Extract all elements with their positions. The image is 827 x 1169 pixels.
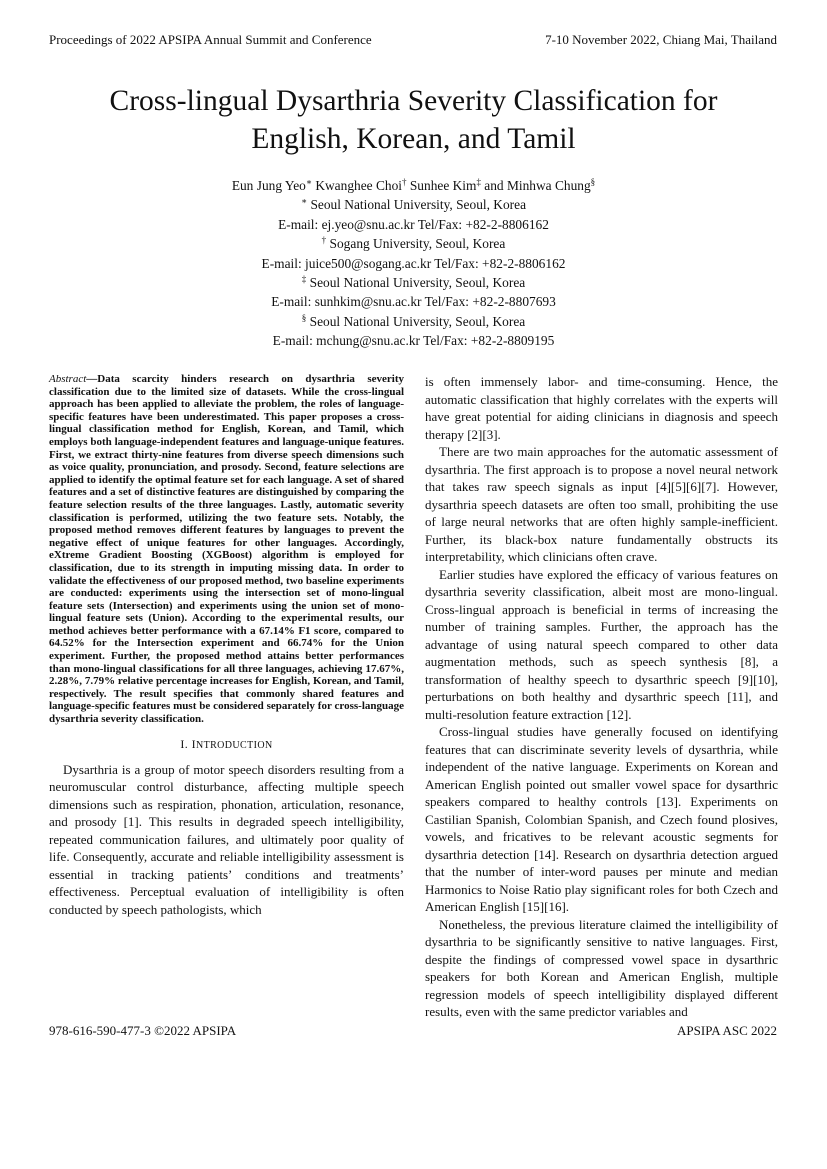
title-line-1: Cross-lingual Dysarthria Severity Classification for bbox=[109, 85, 718, 117]
title-line-2: English, Korean, and Tamil bbox=[251, 123, 576, 155]
abstract-text: —Data scarcity hinders research on dysarthria severity classification due to the limited size of datasets. While the cross-lingual approach has been applied to alleviate the problem, the roles of language-specific features have been underestimated. This paper proposes a cross-lingual classification method for English, Korean, and Tamil, which employs both language-independent features and language-unique features. First, we extract thirty-nine features from diverse speech dimensions such as voice quality, pronunciation, and prosody. Second, feature selections are applied to identify the optimal feature set for each language. A set of shared features and a set of distinctive features are distinguished by comparing the feature selection results of the three languages. Lastly, automatic severity classification is performed, utilizing the two feature sets. Notably, the proposed method removes different features by languages to prevent the negative effect of unique features for other languages. Accordingly, eXtreme Gradient Boosting (XGBoost) algorithm is employed for classification, due to its strength in imputing missing data. In order to validate the effectiveness of our proposed method, two baseline experiments are conducted: experiments using the intersection set of mono-lingual feature sets (Intersection) and experiments using the union set of mono-lingual feature sets (Union). According to the experimental results, our method achieves better performance with a 67.14% F1 score, compared to 64.52% for the Intersection experiment and 66.74% for the Union experiment. Further, the proposed method attains better performances than mono-lingual classifications for all three languages, achieving 17.67%, 2.28%, 7.79% relative percentage increases for English, Korean, and Tamil, respectively. The result specifies that commonly shared features and language-specific features must be considered separately for cross-language dysarthria severity classification. bbox=[49, 373, 404, 726]
paragraph: Nonetheless, the previous literature claimed the intelligibility of dysarthria to be significantly sensitive to native languages. First, despite the findings of compressed vowel space in dysarthric speakers for both Korean and American English, multiple regression models of speech intelligibility displayed different results, even with the same predictor variables and bbox=[425, 916, 778, 1019]
paragraph: is often immensely labor- and time-consuming. Hence, the automatic classification that highly correlates with the experts will have great potential for aiding clinicians in diagnosis and speech therapy [2][3]. bbox=[425, 374, 778, 442]
running-header-conference: Proceedings of 2022 APSIPA Annual Summit and Conference bbox=[49, 32, 372, 47]
affiliation-contact: E-mail: ej.yeo@snu.ac.kr Tel/Fax: +82-2-8806162 bbox=[278, 216, 549, 232]
author-block bbox=[0, 176, 827, 351]
right-column bbox=[425, 373, 778, 1021]
author-names bbox=[0, 176, 827, 195]
author-mark: ‡ bbox=[476, 177, 481, 187]
author-name: and Minhwa Chung bbox=[484, 178, 591, 193]
left-column bbox=[49, 373, 404, 918]
paragraph: There are two main approaches for the automatic assessment of dysarthria. The first approach is to propose a novel neural network that takes raw speech signals as input [4][5][6][7]. However, dysarthria speech datasets are often too small, prohibiting the use of large neural networks that are often highly sample-inefficient. Further, its black-box nature fundamentally obstructs its interpretability, which clinicians often crave. bbox=[425, 444, 778, 564]
affiliation-contact: E-mail: mchung@snu.ac.kr Tel/Fax: +82-2-8809195 bbox=[272, 333, 555, 349]
affiliation-place: Seoul National University, Seoul, Korea bbox=[310, 197, 527, 213]
affiliation-place: Seoul National University, Seoul, Korea bbox=[309, 275, 526, 291]
abstract-label: Abstract bbox=[49, 373, 87, 385]
section-numeral: I. I bbox=[180, 736, 196, 751]
running-header-date-location: 7-10 November 2022, Chiang Mai, Thailand bbox=[545, 32, 777, 47]
section-heading-introduction bbox=[49, 737, 404, 752]
section-title-smallcaps: NTRODUCTION bbox=[195, 739, 273, 751]
affiliation-mark: ∗ bbox=[300, 196, 308, 207]
author-name: Eun Jung Yeo bbox=[231, 178, 306, 193]
affiliation-contact: E-mail: juice500@sogang.ac.kr Tel/Fax: +82-2-8806162 bbox=[261, 255, 566, 271]
paper-title bbox=[0, 82, 827, 158]
paragraph: Cross-lingual studies have generally focused on identifying features that can discriminate severity levels of dysarthria, while independent of the native language. Experiments on Korean and American English pointed out smaller vowel space for dysarthric speakers compared to healthy controls [13]. Experiments on Castilian Spanish, Colombian Spanish, and Czech found plosives, vowels, and fricatives to be relevant acoustic segments for dysarthria detection [14]. Research on dysarthria detection argued that the number of inter-word pauses per minute and median Harmonics to Noise Ratio play significant roles for both Czech and American English [15][16]. bbox=[425, 724, 778, 914]
affiliation-line bbox=[0, 234, 827, 253]
affiliation-mark: § bbox=[301, 312, 307, 323]
affiliation-line bbox=[0, 195, 827, 214]
affiliation-mark: † bbox=[321, 235, 327, 246]
affiliation-place: Sogang University, Seoul, Korea bbox=[329, 236, 506, 252]
affiliation-line bbox=[0, 312, 827, 331]
affiliation-contact: E-mail: sunhkim@snu.ac.kr Tel/Fax: +82-2-8807693 bbox=[271, 294, 556, 310]
author-name: Kwanghee Choi bbox=[315, 178, 402, 193]
paragraph: Earlier studies have explored the efficacy of various features on dysarthria severity classification, albeit most are mono-lingual. Cross-lingual approach is beneficial in terms of increasing the number of training samples. Further, the approach has the advantage of using natural speech compared to other data augmentation methods, such as speech synthesis [8], a transformation of healthy speech to dysarthric speech [9][10], perturbations on both healthy and dysarthric speech [11], and multi-resolution feature extraction [12]. bbox=[425, 566, 778, 722]
footer-venue: APSIPA ASC 2022 bbox=[677, 1023, 777, 1038]
affiliation-line bbox=[0, 273, 827, 292]
author-name: Sunhee Kim bbox=[409, 178, 477, 193]
abstract bbox=[49, 373, 404, 726]
affiliation-mark: ‡ bbox=[301, 274, 307, 285]
author-mark: † bbox=[402, 177, 407, 187]
author-mark: § bbox=[590, 177, 596, 187]
affiliation-place: Seoul National University, Seoul, Korea bbox=[309, 313, 526, 329]
footer-isbn: 978-616-590-477-3 ©2022 APSIPA bbox=[49, 1023, 237, 1038]
author-mark: ∗ bbox=[305, 177, 312, 187]
paragraph: Dysarthria is a group of motor speech disorders resulting from a neuromuscular control disturbance, affecting multiple speech dimensions such as respiration, phonation, articulation, resonance, and prosody [1]. This results in degraded speech intelligibility, repeated communication failures, and ultimately poor quality of life. Consequently, accurate and reliable intelligibility assessment is essential in tracking patients’ conditions and treatments’ effectiveness. Perceptual evaluation of intelligibility is often conducted by speech pathologists, which bbox=[49, 761, 404, 917]
